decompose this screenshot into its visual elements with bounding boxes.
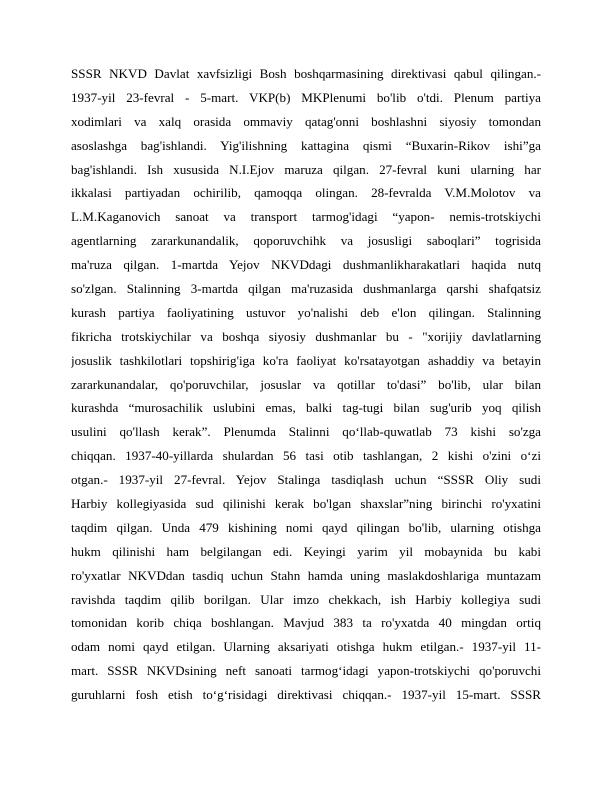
text-line: kurashda “murosachilik uslubini emas, balki tag-tugi bilan sug'urib yoq qilish [71,400,541,416]
text-line: usulini qo'llash kerak”. Plenumda Stalinni qo‘llab-quwatlab 73 kishi so'zga [71,424,541,440]
text-line: odam nomi qayd etilgan. Ularning aksariyati otishga hukm etilgan.- 1937-yil 11- [71,639,541,655]
text-line: fikricha trotskiychilar va boshqa siyosiy dushmanlar bu - "xorijiy davlatlarning [71,328,541,344]
text-line: xodimlari va xalq orasida ommaviy qatag'onni boshlashni siyosiy tomondan [71,113,541,129]
text-line: 1937-yil 23-fevral - 5-mart. VKP(b) MKPlenumi bo'lib o'tdi. Plenum partiya [71,89,541,105]
text-line: so'zlgan. Stalinning 3-martda qilgan ma'ruzasida dushmanlarga qarshi shafqatsiz [71,281,541,297]
text-line: zararkunandalar, qo'poruvchilar, josuslar va qotillar to'dasi” bo'lib, ular bilan [71,376,541,392]
text-line: ro'yxatlar NKVDdan tasdiq uchun Stahn hamda uning maslakdoshlariga muntazam [71,567,541,583]
text-line: chiqqan. 1937-40-yillarda shulardan 56 tasi otib tashlangan, 2 kishi o'zini o‘zi [71,448,541,464]
text-line: ma'ruza qilgan. 1-martda Yejov NKVDdagi dushmanlikharakatlari haqida nutq [71,257,541,273]
text-line: otgan.- 1937-yil 27-fevral. Yejov Stalinga tasdiqlash uchun “SSSR Oliy sudi [71,472,541,488]
text-line: mart. SSSR NKVDsining neft sanoati tarmog‘idagi yapon-trotskiychi qo'poruvchi [71,663,541,679]
text-line: kurash partiya faoliyatining ustuvor yo'nalishi deb e'lon qilingan. Stalinning [71,304,541,320]
text-line: L.M.Kaganovich sanoat va transport tarmog'idagi “yapon- nemis-trotskiychi [71,209,541,225]
text-line: asoslashga bag'ishlandi. Yig'ilishning kattagina qismi “Buxarin-Rikov ishi”ga [71,137,541,153]
text-line: ikkalasi partiyadan ochirilib, qamoqqa olingan. 28-fevralda V.M.Molotov va [71,185,541,201]
text-line: SSSR NKVD Davlat xavfsizligi Bosh boshqarmasining direktivasi qabul qilingan.- [71,66,541,81]
text-line: taqdim qilgan. Unda 479 kishining nomi qayd qilingan bo'lib, ularning otishga [71,519,541,535]
body-text [71,62,541,707]
text-line: guruhlarni fosh etish to‘g‘risidagi direktivasi chiqqan.- 1937-yil 15-mart. SSSR [71,687,541,703]
text-line: bag'ishlandi. Ish xususida N.I.Ejov maruza qilgan. 27-fevral kuni ularning har [71,161,541,177]
text-line: josuslik tashkilotlari topshirig'iga ko'ra faoliyat ko'rsatayotgan ashaddiy va betayin [71,352,541,368]
text-line: Harbiy kollegiyasida sud qilinishi kerak bo'lgan shaxslar”ning birinchi ro'yxatini [71,496,541,512]
text-line: hukm qilinishi ham belgilangan edi. Keyingi yarim yil mobaynida bu kabi [71,543,541,559]
text-line: ravishda taqdim qilib borilgan. Ular imzo chekkach, ish Harbiy kollegiya sudi [71,591,541,607]
text-line: tomonidan korib chiqa boshlangan. Mavjud 383 ta ro'yxatda 40 mingdan ortiq [71,615,541,631]
text-line: agentlarning zararkunandalik, qoporuvchihk va josusligi saboqlari” togrisida [71,233,541,249]
